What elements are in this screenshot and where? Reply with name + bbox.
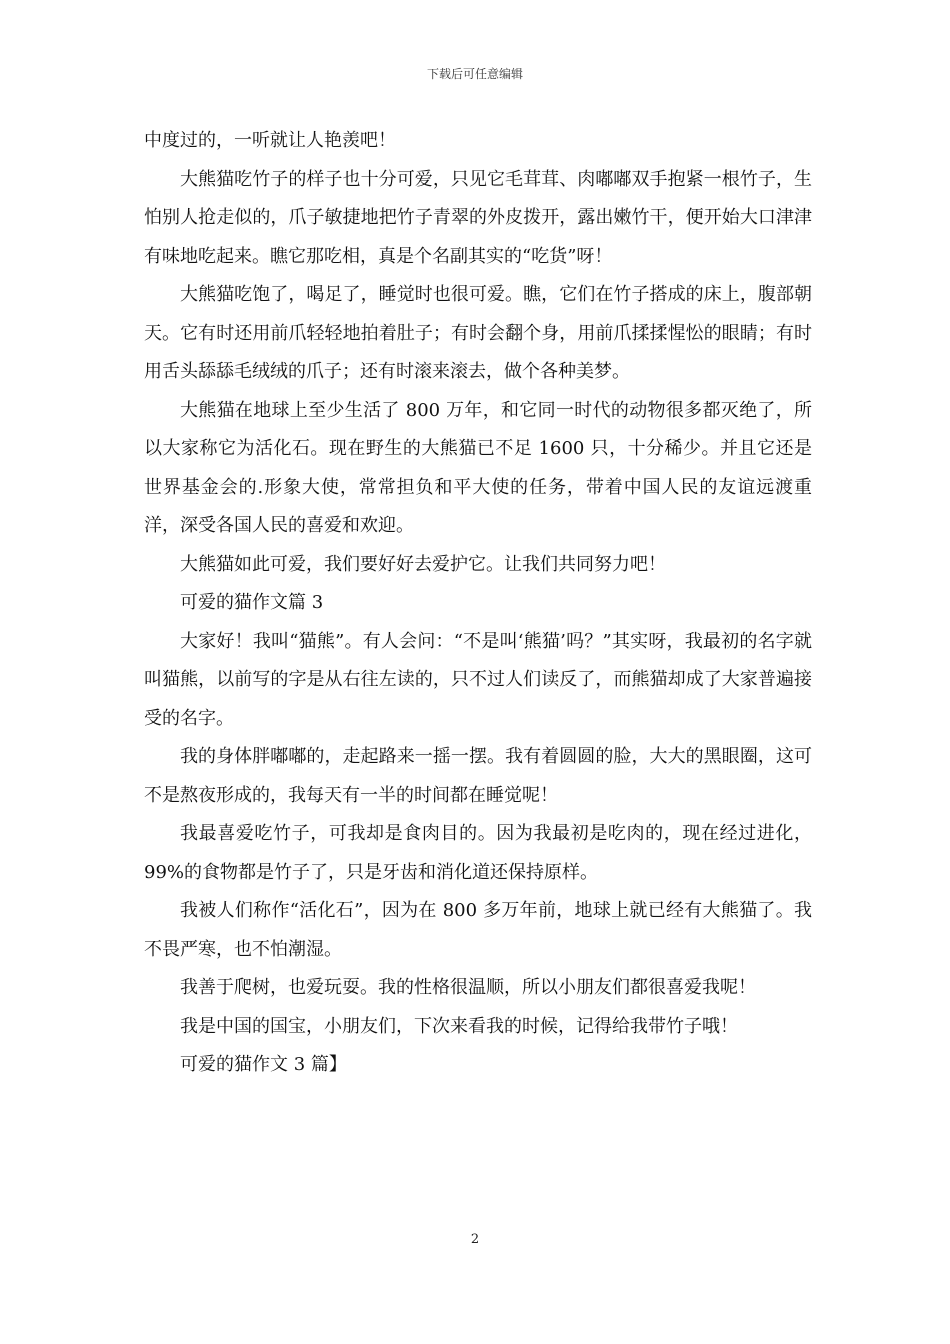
paragraph-1: 中度过的，一听就让人艳羡吧！ [144,130,396,151]
paragraph-5: 大熊猫如此可爱，我们要好好去爱护它。让我们共同努力吧！ [180,553,666,575]
paragraph-10: 我被人们称作“活化石”，因为在 800 多万年前，地球上就已经有大熊猫了。我不畏严寒，也不怕潮湿。 [144,900,812,960]
document-body [144,122,812,1085]
paragraph-7: 大家好！我叫“猫熊”。有人会问：“不是叫‘熊猫’吗？”其实呀，我最初的名字就叫猫熊，以前写的字是从右往左读的，只不过人们读反了，而熊猫却成了大家普遍接受的名字。 [144,630,812,729]
paragraph-2: 大熊猫吃竹子的样子也十分可爱，只见它毛茸茸、肉嘟嘟双手抱紧一根竹子，生怕别人抢走似的，爪子敏捷地把竹子青翠的外皮拨开，露出嫩竹干，便开始大口津津有味地吃起来。瞧它那吃相，真是个名副其实的“吃货”呀！ [144,168,812,267]
paragraph-8: 我的身体胖嘟嘟的，走起路来一摇一摆。我有着圆圆的脸，大大的黑眼圈，这可不是熬夜形成的，我每天有一半的时间都在睡觉呢！ [144,746,812,806]
closing-title: 可爱的猫作文 3 篇】 [180,1054,347,1075]
page-number: 2 [470,1232,480,1247]
paragraph-12: 我是中国的国宝，小朋友们，下次来看我的时候，记得给我带竹子哦！ [180,1015,738,1037]
header-note: 下载后可任意编辑 [426,67,523,81]
paragraph-9: 我最喜爱吃竹子，可我却是食肉目的。因为我最初是吃肉的，现在经过进化，99%的食物都是竹子了，只是牙齿和消化道还保持原样。 [144,823,812,883]
paragraph-4: 大熊猫在地球上至少生活了 800 万年，和它同一时代的动物很多都灭绝了，所以大家称它为活化石。现在野生的大熊猫已不足 1600 只，十分稀少。并且它还是世界基金会的.形象大使，常常担负和平大使的任务，带着中国人民的友谊远渡重洋，深受各国人民的喜爱和欢迎。 [144,399,812,536]
section-heading: 可爱的猫作文篇 3 [180,592,324,613]
paragraph-3: 大熊猫吃饱了，喝足了，睡觉时也很可爱。瞧，它们在竹子搭成的床上，腹部朝天。它有时还用前爪轻轻地拍着肚子；有时会翻个身，用前爪揉揉惺忪的眼睛；有时用舌头舔舔毛绒绒的爪子；还有时滚来滚去，做个各种美梦。 [144,284,812,382]
paragraph-11: 我善于爬树，也爱玩耍。我的性格很温顺，所以小朋友们都很喜爱我呢！ [180,977,756,998]
